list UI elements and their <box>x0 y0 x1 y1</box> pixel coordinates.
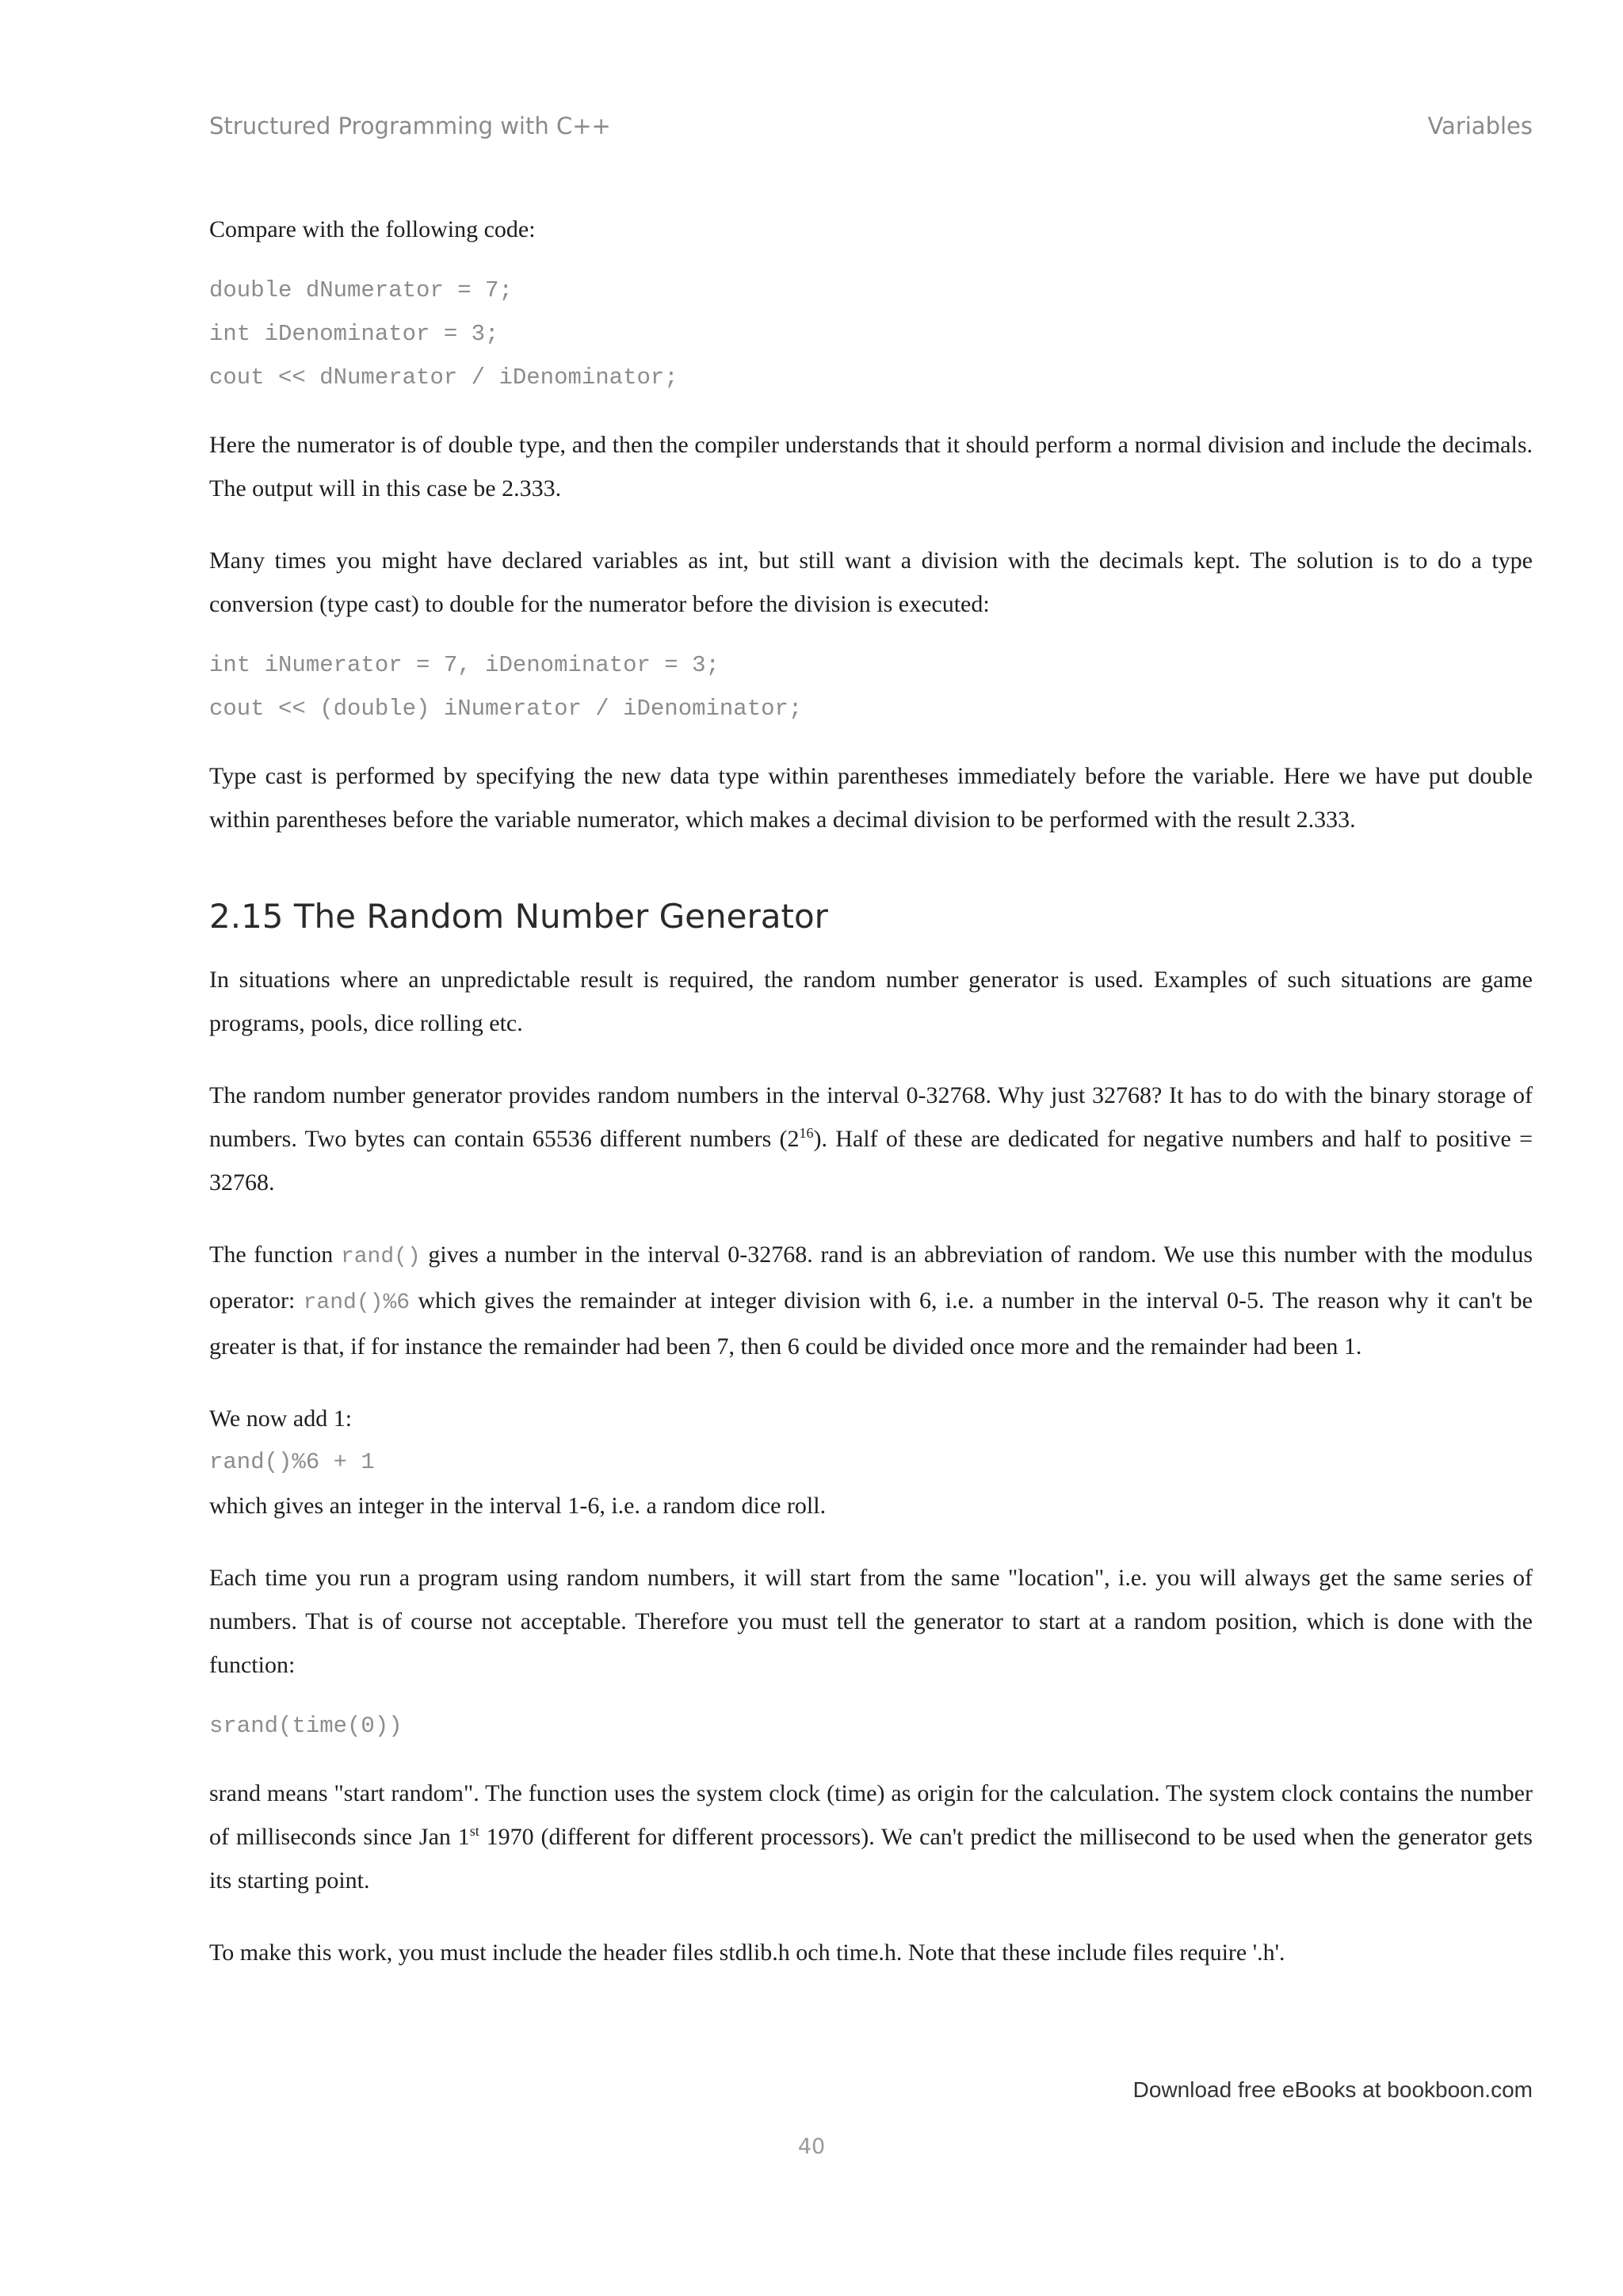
text-span: gives a number in the interval 0-32768. rand is an abbreviation of random. We use this number with the modulus operator: <box>209 1241 1533 1314</box>
paragraph-dice: which gives an integer in the interval 1-6, i.e. a random dice roll. <box>209 1493 827 1519</box>
superscript: st <box>469 1823 479 1839</box>
text-span: which gives the remainder at integer division with 6, i.e. a number in the interval 0-5. The reason why it can't be greater is that, if for instance the remainder had been 7, then 6 could be divided once more and the remainder had been 1. <box>209 1287 1533 1360</box>
paragraph-type-cast: Type cast is performed by specifying the new data type within parentheses immediately before the variable. Here we have put double within parentheses before the variable numerator, which makes a decimal division to be performed with the result 2.333. <box>209 763 1533 833</box>
paragraph-intro: In situations where an unpredictable result is required, the random number generator is used. Examples of such situations are game programs, pools, dice rolling etc. <box>209 967 1533 1036</box>
header-chapter: Variables <box>1427 113 1533 139</box>
text-span: 1970 (different for different processors). We can't predict the millisecond to be used when the generator gets its starting point. <box>209 1824 1533 1894</box>
code-line: double dNumerator = 7; <box>209 277 513 303</box>
code-line: int iNumerator = 7, iDenominator = 3; <box>209 652 720 678</box>
text-span: srand means "start random". The function uses the system clock (time) as origin for the calculation. The system clock contains the number of milliseconds since Jan 1 <box>209 1780 1533 1850</box>
superscript: 16 <box>799 1125 814 1141</box>
header-book-title: Structured Programming with C++ <box>209 113 611 139</box>
code-block-4: srand(time(0)) <box>209 1713 403 1739</box>
code-block-1 <box>209 269 1533 399</box>
code-line: cout << (double) iNumerator / iDenominator; <box>209 696 803 722</box>
inline-code: rand() <box>340 1245 421 1269</box>
paragraph-each-time: Each time you run a program using random numbers, it will start from the same "location", i.e. you will always get the same series of numbers. That is of course not acceptable. Therefore you must tell the generator to start at a random position, which is done with the function: <box>209 1565 1533 1678</box>
paragraph-srand <box>209 1772 1533 1902</box>
paragraph-interval <box>209 1074 1533 1204</box>
page-body <box>209 208 1533 2003</box>
text-span: The function <box>209 1241 341 1268</box>
code-block-2 <box>209 643 1533 730</box>
paragraph-many-times: Many times you might have declared variables as int, but still want a division with the decimals kept. The solution is to do a type conversion (type cast) to double for the numerator before the division is executed: <box>209 547 1533 617</box>
code-block-3: rand()%6 + 1 <box>209 1449 375 1475</box>
paragraph-include: To make this work, you must include the header files stdlib.h och time.h. Note that these include files require '.h'. <box>209 1939 1285 1966</box>
paragraph-numerator-double: Here the numerator is of double type, and then the compiler understands that it should perform a normal division and include the decimals. The output will in this case be 2.333. <box>209 432 1533 502</box>
section-heading: 2.15 The Random Number Generator <box>209 897 828 936</box>
text-span: The random number generator provides random numbers in the interval 0-32768. Why just 32768? It has to do with the binary storage of numbers. Two bytes can contain 65536 different numbers (2 <box>209 1082 1533 1152</box>
text-span: ). Half of these are dedicated for negative numbers and half to positive = 32768. <box>209 1126 1533 1196</box>
download-link[interactable]: Download free eBooks at bookboon.com <box>1132 2077 1533 2102</box>
paragraph-compare: Compare with the following code: <box>209 216 536 242</box>
code-line: int iDenominator = 3; <box>209 321 499 347</box>
paragraph-add-one: We now add 1: <box>209 1405 353 1432</box>
paragraph-rand <box>209 1233 1533 1368</box>
page-number: 40 <box>797 2134 826 2159</box>
code-line: cout << dNumerator / iDenominator; <box>209 364 678 391</box>
inline-code: rand()%6 <box>303 1291 411 1315</box>
